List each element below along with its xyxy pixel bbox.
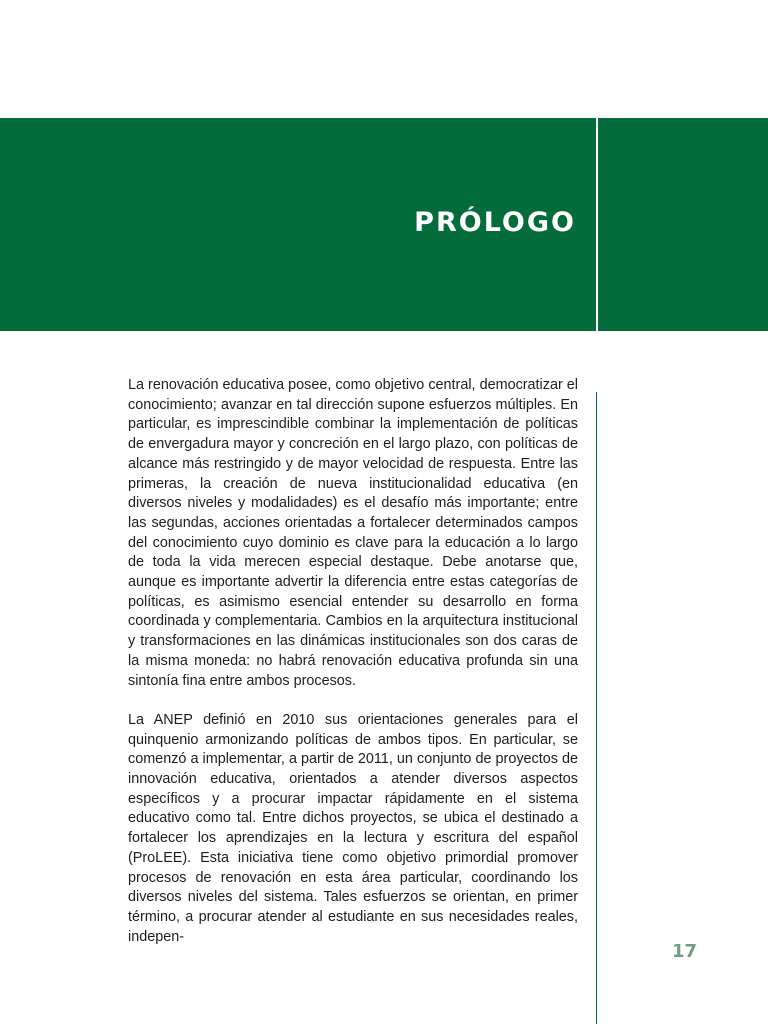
header-divider — [596, 118, 598, 331]
page-number: 17 — [672, 941, 698, 962]
paragraph: La renovación educativa posee, como objetivo central, democratizar el conocimiento; avanzar en tal dirección supone esfuerzos múltiples. En particular, es imprescindible combinar la implementación de políticas de envergadura mayor y concreción en el largo plazo, con políticas de alcance más restringido y de mayor velocidad de respuesta. Entre las primeras, la creación de nueva institucionalidad educativa (en diversos niveles y modalidades) es el desafío más importante; entre las segundas, acciones orientadas a fortalecer determinados campos del conocimiento cuyo dominio es clave para la educación a lo largo de toda la vida merecen especial destaque. Debe anotarse que, aunque es importante advertir la diferencia entre estas categorías de políticas, es asimismo esencial entender su desarrollo en forma coordinada y complementaria. Cambios en la arquitectura institucional y transformaciones en las dinámicas institucionales son dos caras de la misma moneda: no habrá renovación educativa profunda sin una sintonía fina entre ambos procesos. — [128, 377, 578, 689]
page-title: PRÓLOGO — [414, 207, 576, 238]
body-text — [128, 376, 578, 967]
paragraph: La ANEP definió en 2010 sus orientaciones generales para el quinquenio armonizando políticas de ambos tipos. En particular, se comenzó a implementar, a partir de 2011, un conjunto de proyectos de innovación educativa, orientados a atender diversos aspectos específicos y a procurar impactar rápidamente en el sistema educativo como tal. Entre dichos proyectos, se ubica el destinado a fortalecer los aprendizajes en la lectura y escritura del español (ProLEE). Esta iniciativa tiene como objetivo primordial promover procesos de renovación en esta área particular, coordinando los diversos niveles del sistema. Tales esfuerzos se orientan, en primer término, a procurar atender al estudiante en sus necesidades reales, indepen- — [128, 711, 578, 945]
header-band — [0, 118, 768, 331]
margin-rule — [596, 392, 597, 1024]
